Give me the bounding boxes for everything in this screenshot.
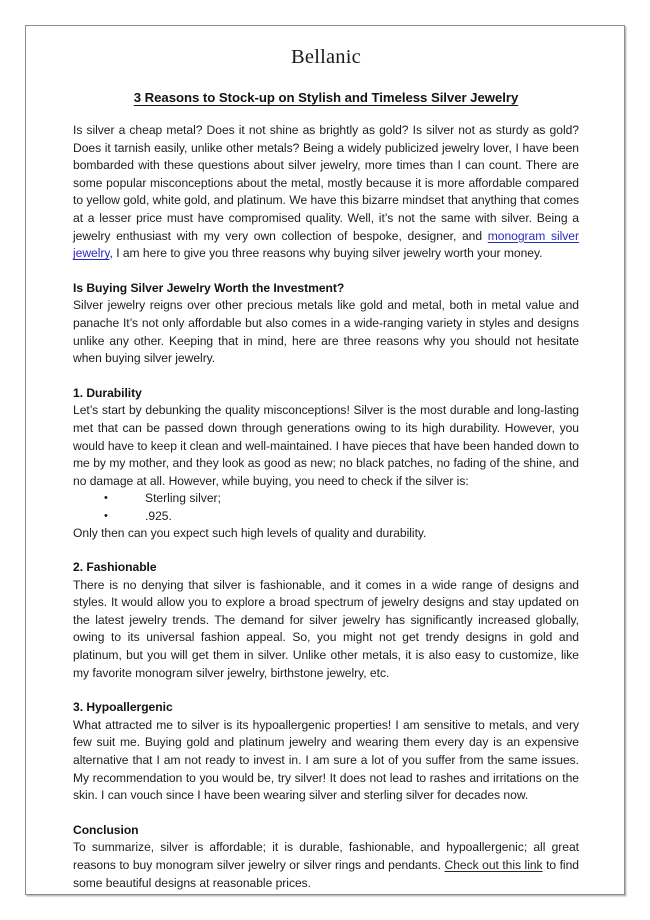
bullet-icon: •	[104, 492, 108, 505]
bullet-icon: •	[104, 509, 108, 522]
section-body-investment: Silver jewelry reigns over other precious metals like gold and metal, both in metal value and panache It’s not only affordable but also comes in a wide-ranging variety in styles and designs unlike any other. Keeping that in mind, here are three reasons why you should not hesitate when buying silver jewelry.	[73, 298, 579, 366]
section-heading-investment: Is Buying Silver Jewelry Worth the Investment?	[73, 280, 345, 295]
section-heading-hypoallergenic: 3. Hypoallergenic	[73, 700, 173, 715]
list-item	[73, 508, 579, 526]
section-heading-durability: 1. Durability	[73, 385, 142, 400]
section-body-hypoallergenic: What attracted me to silver is its hypoallergenic properties! I am sensitive to metals, and very few suit me. Buying gold and platinum jewelry and wearing them every day is an expensive alternative that I am not ready to invest in. I am sure a lot of you suffer from the same issues. My recommendation to you would be, try silver! It does not lead to rashes and irritations on the skin. I can vouch since I have been wearing silver and sterling silver for decades now.	[73, 717, 579, 803]
durability-bullet-list	[73, 490, 579, 525]
list-item-label: .925.	[145, 508, 172, 523]
spacer	[73, 543, 579, 559]
spacer	[73, 805, 579, 822]
check-out-this-link[interactable]: Check out this link	[444, 857, 543, 872]
section-heading-conclusion: Conclusion	[73, 822, 139, 837]
spacer	[73, 368, 579, 385]
list-item-label: Sterling silver;	[145, 491, 221, 506]
section-body-durability: Let’s start by debunking the quality misconceptions! Silver is the most durable and long-lasting met that can be passed down through generations owing to its high durability. However, you would have to keep it clean and well-maintained. I have pieces that have been handed down to me by my mother, and they look as good as new; no black patches, no fading of the shine, and no damage at all. However, while buying, you need to check if the silver is:	[73, 403, 579, 488]
spacer	[73, 682, 579, 699]
spacer	[73, 263, 579, 280]
document-content-column	[73, 26, 579, 894]
document-page	[25, 25, 625, 895]
section-body-durability-after: Only then can you expect such high levels of quality and durability.	[73, 526, 427, 541]
intro-text-before-link: Is silver a cheap metal? Does it not shine as brightly as gold? Is silver not as sturdy as gold? Does it tarnish easily, unlike other metals? Being a widely publicized jewelry lover, I have been bombarded with these questions about silver jewelry, more times than I can count. There are some popular misconceptions about the metal, mostly because it is more affordable compared to yellow gold, white gold, and platinum. We have this bizarre mindset that anything that comes at a lesser price must have compromised quality. Well, it’s not the same with silver. Being a jewelry enthusiast with my very own collection of bespoke, designer, and	[73, 123, 579, 243]
conclusion-text-before-link: To summarize, silver is affordable; it is durable, fashionable, and hypoallergenic; all great reasons to buy monogram silver jewelry or silver rings and pendants.	[73, 840, 579, 872]
conclusion-paragraph	[73, 839, 579, 892]
list-item	[73, 490, 579, 508]
conclusion-text-after-link: to find some beautiful designs at reasonable prices.	[73, 857, 579, 890]
section-heading-fashionable: 2. Fashionable	[73, 560, 157, 575]
monogram-silver-jewelry-link[interactable]: monogram silver jewelry	[73, 228, 580, 261]
site-title: Bellanic	[291, 46, 361, 68]
section-body-fashionable: There is no denying that silver is fashionable, and it comes in a wide range of designs and styles. It would allow you to explore a broad spectrum of jewelry designs and stay updated on the latest jewelry trends. The demand for silver jewelry has significantly increased globally, owing to its universal fashion appeal. So, you might not get trendy designs in gold and platinum, but you will get them in silver. Unlike other metals, it is also easy to customize, like my favorite monogram silver jewelry, birthstone jewelry, etc.	[73, 577, 579, 680]
intro-paragraph	[73, 105, 579, 263]
article-heading: 3 Reasons to Stock-up on Stylish and Timeless Silver Jewelry	[133, 90, 519, 105]
intro-text-after-link: , I am here to give you three reasons why buying silver jewelry worth your money.	[109, 246, 543, 261]
